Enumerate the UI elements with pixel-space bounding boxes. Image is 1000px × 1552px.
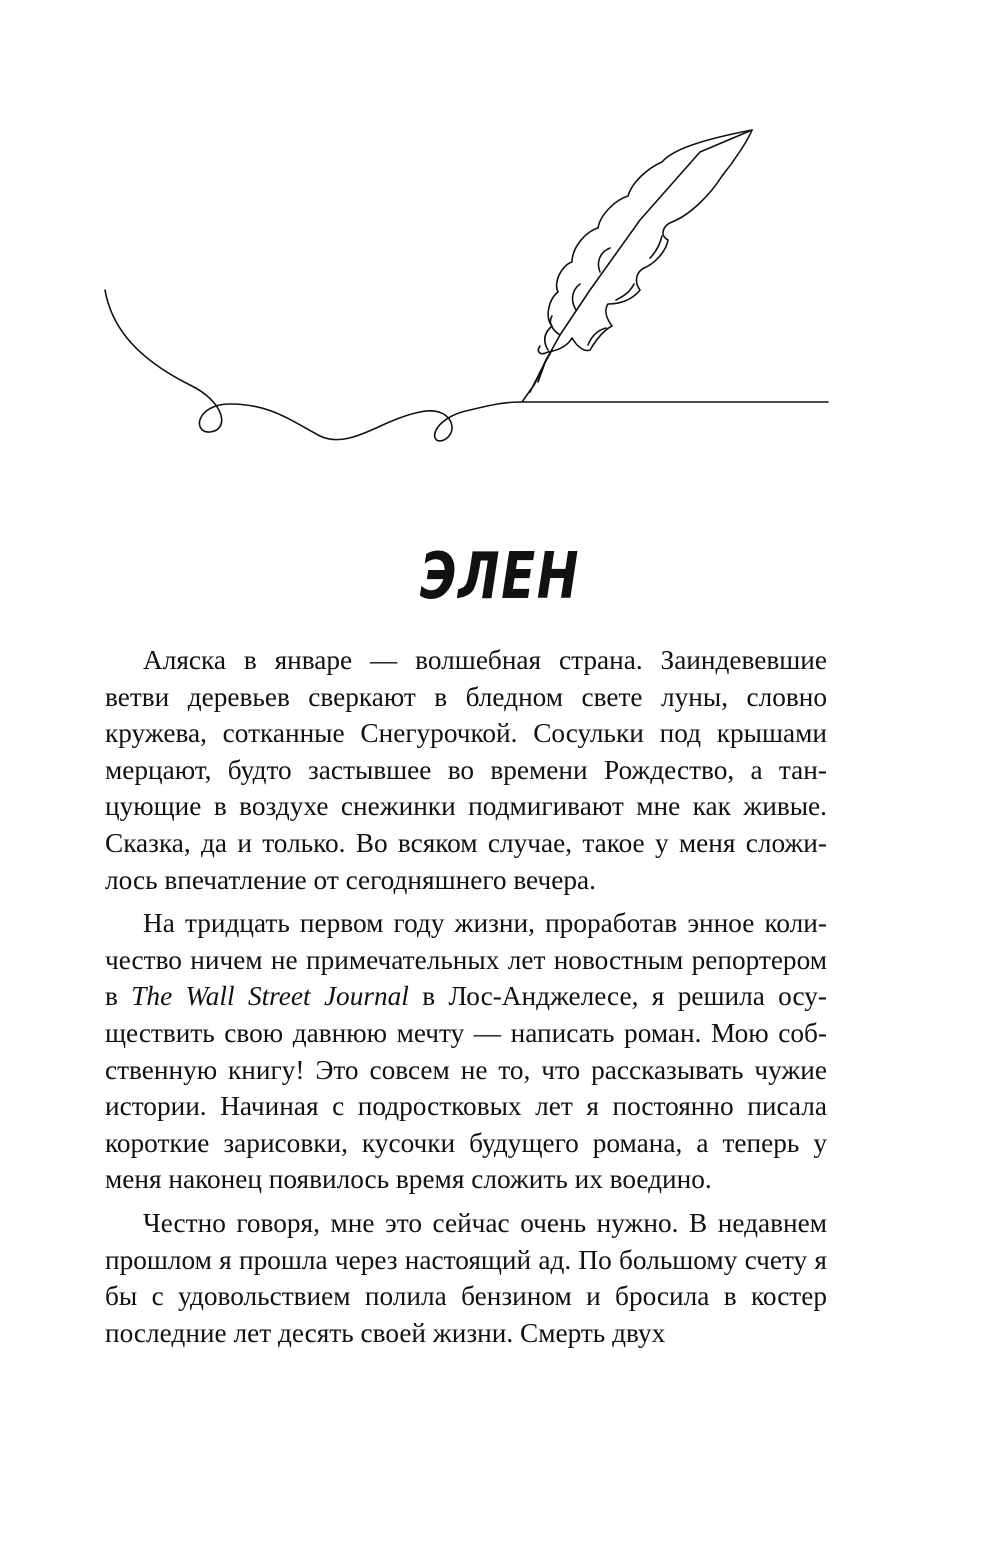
feather-vane-right <box>548 130 752 352</box>
body-text <box>105 642 827 1358</box>
quill-ornament <box>0 0 1000 480</box>
paragraph-3-text: Честно говоря, мне это сейчас очень нужно. В недавнем прошлом я прошла через настоящий ад. По большому счету я бы с удовольствием полила бензином и бросила в костер последние лет десять своей жизни. Смерть двух <box>105 1207 827 1348</box>
chapter-title: ЭЛЕН <box>419 540 581 614</box>
quill-shaft <box>538 130 752 382</box>
paragraph-1 <box>105 642 827 898</box>
paragraph-3 <box>105 1205 827 1351</box>
paragraph-2-text-before: На тридцать первом году жизни, проработав энное количество ничем не примечательных лет новостным репортером в <box>105 908 827 1012</box>
ink-flourish-line <box>105 290 828 441</box>
paragraph-2-text-after: в Лос-Анджелесе, я решила осуществить свою давнюю мечту — написать роман. Мою собственную книгу! Это совсем не то, что рассказывать чужие истории. Начиная с подростковых лет я постоянно писала короткие зарисовки, кусочки будущего романа, а теперь у меня наконец появилось время сложить их воедино. <box>105 981 827 1195</box>
paragraph-1-text: Аляска в январе — волшебная страна. Заиндевевшие ветви деревьев сверкают в бледном свете луны, словно кружева, сотканные Снегурочкой. Сосульки под крышами мерцают, будто застывшее во времени Рождество, а танцующие в воздухе снежинки подмигивают мне как живые. Сказка, да и только. Во всяком случае, такое у меня сложилось впечатление от сегодняшнего вечера. <box>105 645 827 895</box>
newspaper-title: The Wall Street Journal <box>131 981 409 1012</box>
feather-vane-left <box>545 130 752 350</box>
paragraph-2 <box>105 905 827 1198</box>
